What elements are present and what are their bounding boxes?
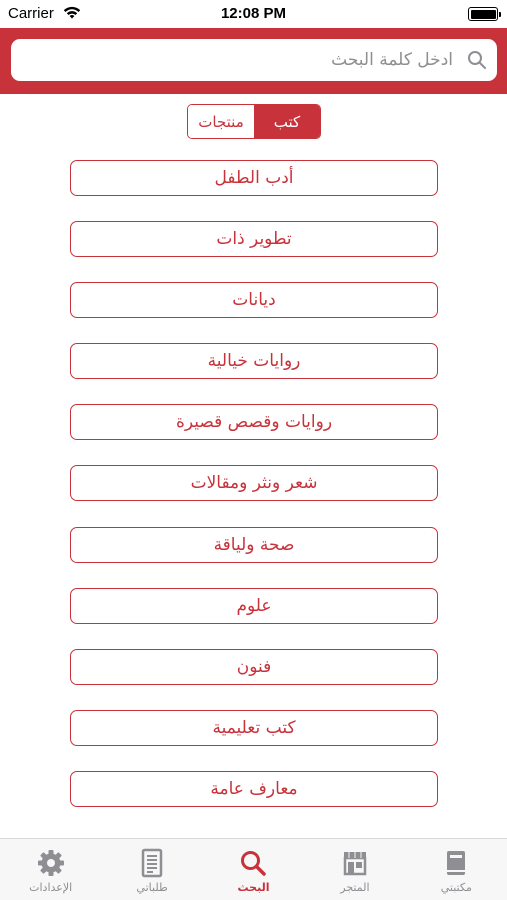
category-button[interactable] — [70, 649, 438, 685]
tab-search[interactable] — [203, 839, 304, 900]
category-list — [70, 160, 438, 832]
search-icon — [238, 848, 268, 878]
category-label: كتب تعليمية — [212, 717, 296, 738]
category-button[interactable] — [70, 160, 438, 196]
category-button[interactable] — [70, 465, 438, 501]
category-button[interactable] — [70, 771, 438, 807]
category-button[interactable] — [70, 710, 438, 746]
segment-products-label: منتجات — [198, 112, 244, 131]
type-segmented-control — [187, 104, 321, 139]
segment-books[interactable] — [254, 105, 320, 138]
category-button[interactable] — [70, 282, 438, 318]
search-header — [0, 28, 507, 94]
clock: 12:08 PM — [220, 5, 287, 22]
category-button[interactable] — [70, 527, 438, 563]
tab-bar — [0, 838, 507, 900]
gear-icon — [36, 848, 66, 878]
category-button[interactable] — [70, 404, 438, 440]
category-label: ديانات — [232, 290, 276, 311]
category-label: فنون — [236, 656, 272, 677]
search-bar[interactable] — [11, 39, 497, 81]
carrier-label: Carrier — [8, 5, 54, 22]
search-input[interactable] — [21, 39, 453, 81]
category-button[interactable] — [70, 588, 438, 624]
tab-label: المتجر — [340, 881, 370, 894]
category-label: صحة ولياقة — [213, 534, 295, 555]
category-label: معارف عامة — [210, 778, 298, 799]
book-icon — [441, 848, 471, 878]
store-icon — [340, 848, 370, 878]
tab-my-library[interactable] — [406, 839, 507, 900]
tab-label: الإعدادات — [29, 881, 73, 894]
tab-label: البحث — [237, 881, 270, 894]
search-icon — [467, 50, 487, 70]
category-label: علوم — [236, 595, 272, 616]
battery-icon — [468, 7, 498, 21]
category-label: روايات وقصص قصيرة — [175, 412, 333, 433]
orders-icon — [137, 848, 167, 878]
tab-store[interactable] — [304, 839, 405, 900]
category-button[interactable] — [70, 221, 438, 257]
category-label: شعر ونثر ومقالات — [190, 473, 318, 494]
category-label: روايات خيالية — [207, 351, 301, 372]
status-bar — [0, 0, 507, 28]
tab-label: طلباتي — [136, 881, 168, 894]
tab-my-orders[interactable] — [101, 839, 202, 900]
tab-settings[interactable] — [0, 839, 101, 900]
segment-products[interactable] — [188, 105, 254, 138]
segment-books-label: كتب — [273, 112, 301, 131]
tab-label: مكتبتي — [440, 881, 472, 894]
category-button[interactable] — [70, 343, 438, 379]
category-label: تطوير ذات — [216, 229, 292, 250]
category-label: أدب الطفل — [214, 168, 294, 188]
